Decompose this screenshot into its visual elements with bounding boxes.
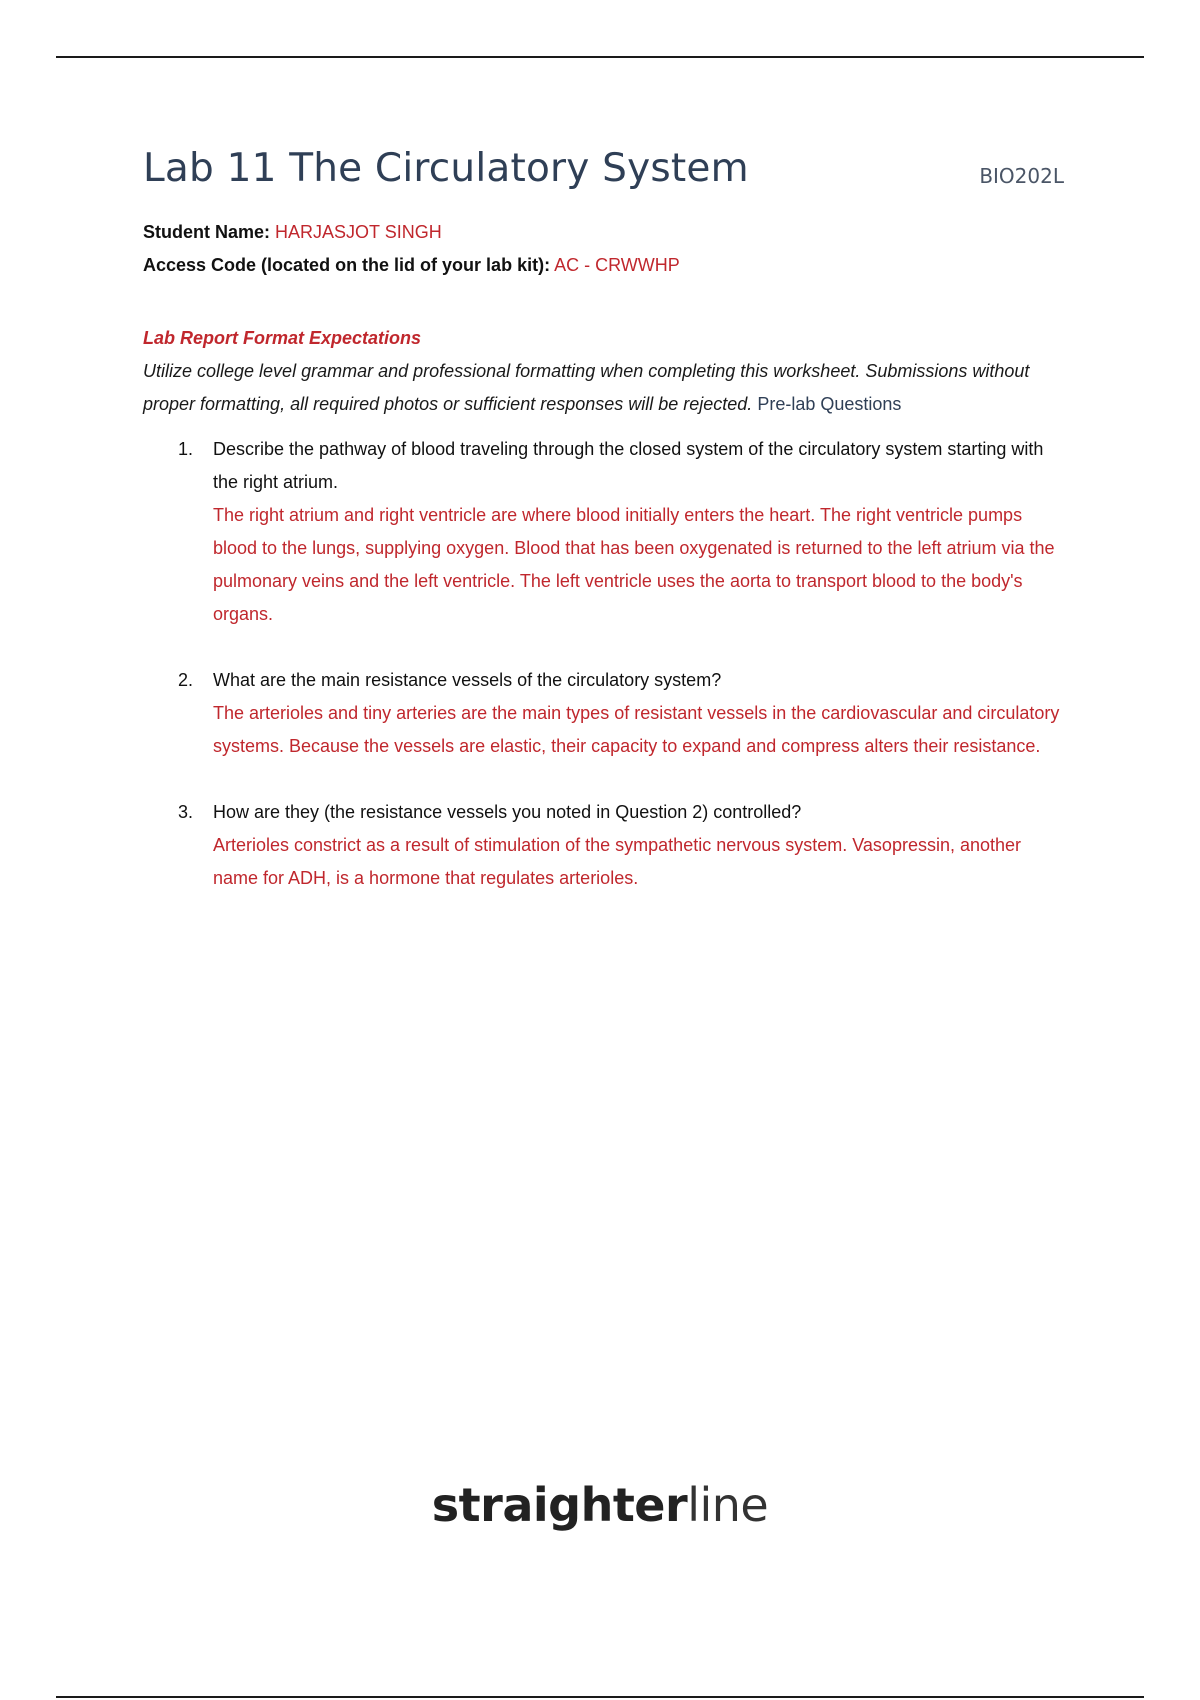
- access-code-value: AC - CRWWHP: [554, 255, 680, 275]
- prelab-questions: [143, 433, 1063, 895]
- answer-text: The right atrium and right ventricle are where blood initially enters the heart. The right ventricle pumps blood to the lungs, supplying oxygen. Blood that has been oxygenated is returned to the left atrium via the pulmonary veins and the left ventricle. The left ventricle uses the aorta to transport blood to the body's organs.: [213, 505, 1055, 624]
- student-name-line: [143, 216, 1063, 249]
- question-item: [143, 664, 1063, 763]
- answer-text: Arterioles constrict as a result of stimulation of the sympathetic nervous system. Vasopressin, another name for ADH, is a hormone that regulates arterioles.: [213, 835, 1022, 888]
- top-rule: [56, 56, 1144, 58]
- format-heading: Lab Report Format Expectations: [143, 328, 422, 348]
- access-code-line: [143, 249, 1063, 282]
- bottom-rule: [56, 1696, 1144, 1698]
- logo-bold-text: straighter: [431, 1478, 688, 1532]
- question-number: 3.: [178, 802, 194, 822]
- title-row: [143, 140, 1063, 202]
- student-info: [143, 216, 1063, 282]
- format-instructions: Utilize college level grammar and professional formatting when completing this worksheet. Submissions without proper formatting, all required photos or sufficient responses will be rejected.: [143, 361, 1030, 414]
- prelab-heading: Pre-lab Questions: [757, 394, 902, 414]
- lab-worksheet: [143, 140, 1063, 928]
- question-item: [143, 433, 1063, 631]
- student-name-label: Student Name:: [143, 222, 271, 242]
- format-paragraph: [143, 355, 1063, 421]
- question-item: [143, 796, 1063, 895]
- course-code: BIO202L: [979, 164, 1064, 188]
- page-title: Lab 11 The Circulatory System: [143, 146, 749, 191]
- straighterline-logo: [0, 1478, 1200, 1532]
- question-text: What are the main resistance vessels of the circulatory system?: [213, 670, 722, 690]
- format-expectations: [143, 322, 1063, 421]
- question-text: Describe the pathway of blood traveling through the closed system of the circulatory system starting with the right atrium.: [213, 439, 1044, 492]
- question-text: How are they (the resistance vessels you noted in Question 2) controlled?: [213, 802, 802, 822]
- question-number: 1.: [178, 439, 194, 459]
- question-number: 2.: [178, 670, 194, 690]
- student-name-value: HARJASJOT SINGH: [275, 222, 442, 242]
- access-code-label: Access Code (located on the lid of your lab kit):: [143, 255, 551, 275]
- answer-text: The arterioles and tiny arteries are the main types of resistant vessels in the cardiovascular and circulatory systems. Because the vessels are elastic, their capacity to expand and compress alters their resistance.: [213, 703, 1060, 756]
- logo-light-text: line: [687, 1478, 769, 1532]
